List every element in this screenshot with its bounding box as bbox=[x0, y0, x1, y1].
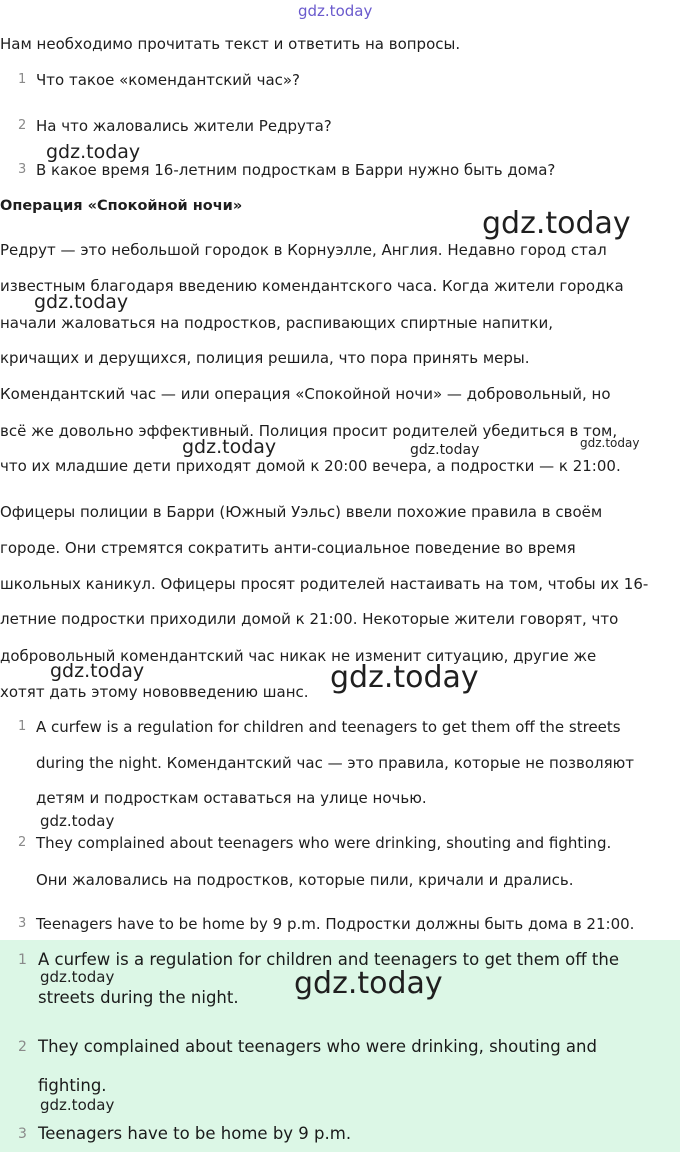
question-number: 3 bbox=[18, 162, 27, 177]
intro-text: Нам необходимо прочитать текст и ответить на вопросы. bbox=[0, 35, 461, 53]
final-answer-line: streets during the night. bbox=[38, 988, 239, 1007]
question-text: Что такое «комендантский час»? bbox=[36, 71, 301, 89]
watermark: gdz.today bbox=[294, 966, 443, 1001]
answer-number: 1 bbox=[18, 719, 27, 734]
paragraph-line: Комендантский час — или операция «Спокойной ночи» — добровольный, но bbox=[0, 385, 611, 403]
answer-number: 2 bbox=[18, 835, 27, 850]
paragraph-line: летние подростки приходили домой к 21:00. Некоторые жители говорят, что bbox=[0, 610, 619, 628]
watermark: gdz.today bbox=[182, 436, 277, 458]
paragraph-line: известным благодаря введению комендантского часа. Когда жители городка bbox=[0, 277, 624, 295]
watermark: gdz.today bbox=[40, 812, 115, 830]
final-answer-line: They complained about teenagers who were drinking, shouting and bbox=[38, 1037, 597, 1056]
question-number: 2 bbox=[18, 118, 27, 133]
watermark: gdz.today bbox=[46, 141, 141, 163]
paragraph-line: Редрут — это небольшой городок в Корнуэлле, Англия. Недавно город стал bbox=[0, 241, 607, 259]
final-answer-number: 1 bbox=[18, 952, 27, 968]
watermark: gdz.today bbox=[40, 1096, 115, 1114]
watermark: gdz.today bbox=[580, 436, 640, 450]
answer-line: They complained about teenagers who were drinking, shouting and fighting. bbox=[36, 834, 612, 852]
paragraph-line: школьных каникул. Офицеры просят родителей настаивать на том, чтобы их 16- bbox=[0, 575, 649, 593]
watermark: gdz.today bbox=[50, 660, 145, 682]
paragraph-line: всё же довольно эффективный. Полиция просит родителей убедиться в том, bbox=[0, 422, 618, 440]
answer-number: 3 bbox=[18, 916, 27, 931]
answer-line: during the night. Комендантский час — это правила, которые не позволяют bbox=[36, 754, 634, 772]
answer-line: детям и подросткам оставаться на улице ночью. bbox=[36, 789, 427, 807]
watermark: gdz.today bbox=[40, 968, 115, 986]
paragraph-line: что их младшие дети приходят домой к 20:00 вечера, а подростки — к 21:00. bbox=[0, 457, 621, 475]
watermark: gdz.today bbox=[482, 206, 631, 241]
paragraph-line: добровольный комендантский час никак не изменит ситуацию, другие же bbox=[0, 647, 597, 665]
watermark-top: gdz.today bbox=[298, 2, 373, 20]
question-number: 1 bbox=[18, 72, 27, 87]
watermark: gdz.today bbox=[330, 660, 479, 695]
paragraph-line: городе. Они стремятся сократить анти-социальное поведение во время bbox=[0, 539, 576, 557]
final-answer-line: A curfew is a regulation for children and teenagers to get them off the bbox=[38, 950, 619, 969]
question-text: В какое время 16-летним подросткам в Барри нужно быть дома? bbox=[36, 161, 556, 179]
answer-line: A curfew is a regulation for children and teenagers to get them off the streets bbox=[36, 718, 621, 736]
answer-line: Teenagers have to be home by 9 p.m. Подростки должны быть дома в 21:00. bbox=[36, 915, 635, 933]
paragraph-line: кричащих и дерущихся, полиция решила, что пора принять меры. bbox=[0, 349, 530, 367]
text-heading: Операция «Спокойной ночи» bbox=[0, 198, 243, 214]
final-answer-number: 3 bbox=[18, 1126, 27, 1142]
paragraph-line: начали жаловаться на подростков, распивающих спиртные напитки, bbox=[0, 314, 553, 332]
final-answer-line: Teenagers have to be home by 9 p.m. bbox=[38, 1124, 352, 1143]
answer-line: Они жаловались на подростков, которые пили, кричали и дрались. bbox=[36, 871, 574, 889]
question-text: На что жаловались жители Редрута? bbox=[36, 117, 332, 135]
watermark: gdz.today bbox=[34, 291, 129, 313]
watermark: gdz.today bbox=[410, 442, 480, 458]
final-answer-line: fighting. bbox=[38, 1076, 107, 1095]
paragraph-line: Офицеры полиции в Барри (Южный Уэльс) ввели похожие правила в своём bbox=[0, 503, 603, 521]
paragraph-line: хотят дать этому нововведению шанс. bbox=[0, 683, 309, 701]
final-answer-number: 2 bbox=[18, 1039, 27, 1055]
